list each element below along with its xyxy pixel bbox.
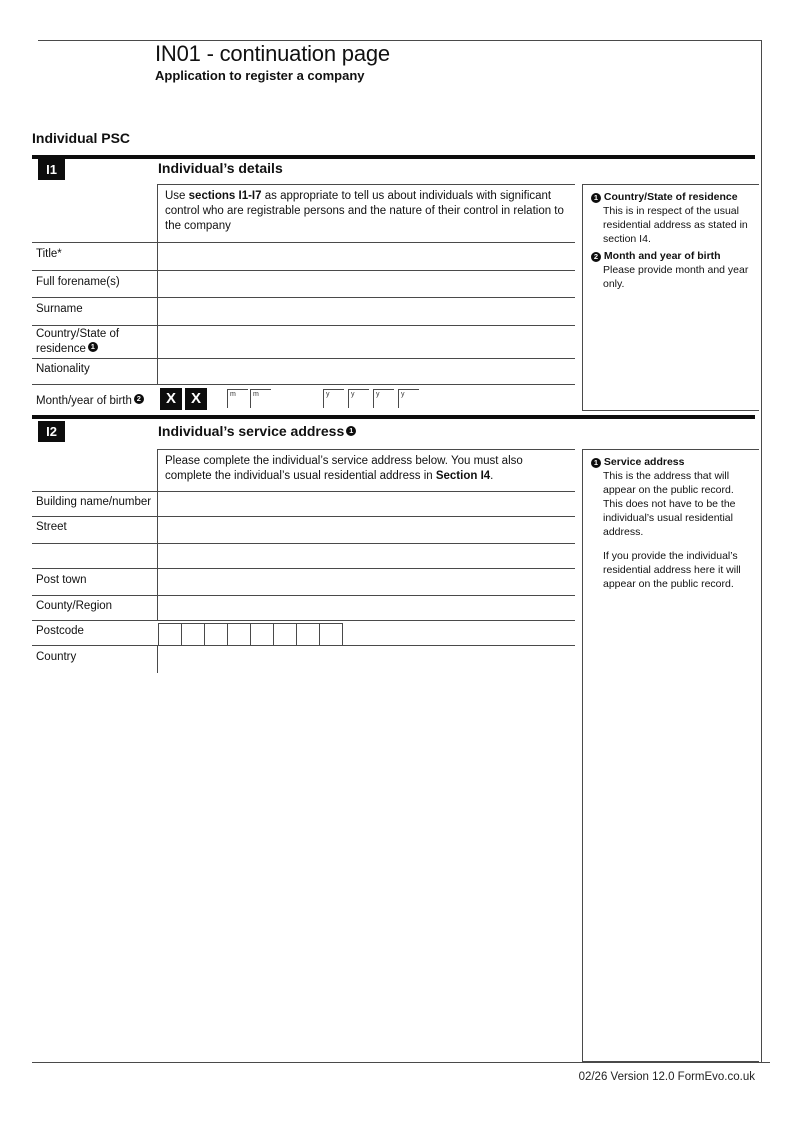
page-right-rule <box>761 40 762 1063</box>
year-box-2[interactable]: y <box>348 389 369 408</box>
i1-intro-text <box>157 184 575 242</box>
postcode-boxes <box>158 623 343 645</box>
year-box-4[interactable]: y <box>398 389 419 408</box>
note-country-residence <box>591 191 751 247</box>
note-2-title: Month and year of birth <box>603 249 721 262</box>
forenames-input[interactable] <box>158 271 575 297</box>
forenames-row <box>32 270 575 297</box>
county-region-label: County/Region <box>36 600 113 612</box>
postcode-box[interactable] <box>227 623 251 645</box>
i1-heading: Individual’s details <box>158 160 283 176</box>
postcode-box[interactable] <box>319 623 343 645</box>
i1-intro-bold: sections I1-I7 <box>188 190 262 202</box>
post-town-row <box>32 568 575 595</box>
day-cross-box-1: X <box>160 388 182 410</box>
note-1-marker: 1 <box>591 193 601 203</box>
i2-intro-text <box>157 449 575 491</box>
page-title: IN01 - continuation page <box>155 41 390 66</box>
building-name-row <box>32 491 575 516</box>
country-of-residence-label <box>36 328 154 356</box>
street-row <box>32 516 575 543</box>
nationality-label: Nationality <box>36 363 90 375</box>
i2-intro-post: . <box>490 470 494 483</box>
i1-intro-post: as appropriate to tell us about individuals with significant control who are registrable persons and the nature of their control in relation to the company <box>165 190 564 233</box>
postcode-row <box>32 620 575 645</box>
service-address-note-marker: 1 <box>591 458 601 468</box>
street-line2-input[interactable] <box>158 544 575 568</box>
month-box-1[interactable]: m <box>227 389 248 408</box>
note-2-marker: 2 <box>591 252 601 262</box>
page-top-rule <box>38 40 762 41</box>
postcode-box[interactable] <box>158 623 182 645</box>
service-address-note-body-2: If you provide the individual’s residential address here it will appear on the public record. <box>603 549 741 590</box>
postcode-box[interactable] <box>204 623 228 645</box>
street-label: Street <box>36 521 67 533</box>
surname-row <box>32 297 575 325</box>
postcode-box[interactable] <box>273 623 297 645</box>
post-town-input[interactable] <box>158 569 575 595</box>
day-cross-box-2: X <box>185 388 207 410</box>
county-region-input[interactable] <box>158 596 575 620</box>
note-1-title: Country/State of residence <box>603 191 738 203</box>
building-name-label: Building name/number <box>36 496 152 508</box>
forenames-label: Full forename(s) <box>36 276 120 288</box>
post-town-label: Post town <box>36 574 87 586</box>
i2-intro-pre: Please complete the individual’s service address below. You must also complete the individual’s usual residential address in <box>165 455 523 483</box>
month-box-2[interactable]: m <box>250 389 271 408</box>
i2-heading-marker: 1 <box>346 426 356 436</box>
i2-section-bar <box>32 415 755 419</box>
surname-label: Surname <box>36 303 83 315</box>
i1-badge: I1 <box>38 159 65 180</box>
postcode-box[interactable] <box>296 623 320 645</box>
month-year-of-birth-label <box>36 394 166 409</box>
individual-psc-heading: Individual PSC <box>32 130 131 146</box>
surname-input[interactable] <box>158 298 575 325</box>
country-label: Country <box>36 651 77 663</box>
country-of-residence-label-text: Country/State of residence <box>36 328 120 355</box>
country-of-residence-marker: 1 <box>88 342 98 352</box>
postcode-label: Postcode <box>36 625 84 637</box>
title-label: Title* <box>36 248 62 260</box>
county-region-row <box>32 595 575 620</box>
postcode-box[interactable] <box>250 623 274 645</box>
note-month-year <box>591 250 751 292</box>
service-address-note-body-1: This is the address that will appear on the public record. This does not have to be the individual’s usual residential address. <box>603 469 736 538</box>
i2-badge: I2 <box>38 421 65 442</box>
i1-section-bar <box>32 155 755 159</box>
year-box-3[interactable]: y <box>373 389 394 408</box>
nationality-row <box>32 358 575 384</box>
street-input[interactable] <box>158 517 575 543</box>
i2-intro-bold: Section I4 <box>435 470 491 483</box>
page-subtitle: Application to register a company <box>155 68 365 83</box>
building-name-input[interactable] <box>158 492 575 516</box>
year-box-1[interactable]: y <box>323 389 344 408</box>
country-row <box>32 645 575 673</box>
country-of-residence-input[interactable] <box>158 326 575 358</box>
footer-version: 02/26 Version 12.0 FormEvo.co.uk <box>578 1071 755 1083</box>
i1-notes-panel <box>582 184 759 411</box>
note-2-body: Please provide month and year only. <box>603 263 749 290</box>
i1-intro-pre: Use <box>165 190 189 202</box>
nationality-input[interactable] <box>158 359 575 384</box>
note-1-body: This is in respect of the usual residential address as stated in section I4. <box>603 204 748 245</box>
month-year-of-birth-marker: 2 <box>134 394 144 404</box>
title-row <box>32 242 575 270</box>
month-year-of-birth-row <box>32 384 575 415</box>
i2-heading <box>158 423 356 439</box>
service-address-note-title: Service address <box>603 456 685 468</box>
postcode-box[interactable] <box>181 623 205 645</box>
page-bottom-rule <box>32 1062 770 1063</box>
title-input[interactable] <box>158 243 575 270</box>
i2-heading-text: Individual’s service address <box>158 423 345 439</box>
i2-notes-panel <box>582 449 759 1062</box>
note-service-address <box>591 456 751 592</box>
country-of-residence-row <box>32 325 575 358</box>
month-year-of-birth-label-text: Month/year of birth <box>36 395 132 407</box>
country-input[interactable] <box>158 646 575 673</box>
street-row-2 <box>32 543 575 568</box>
